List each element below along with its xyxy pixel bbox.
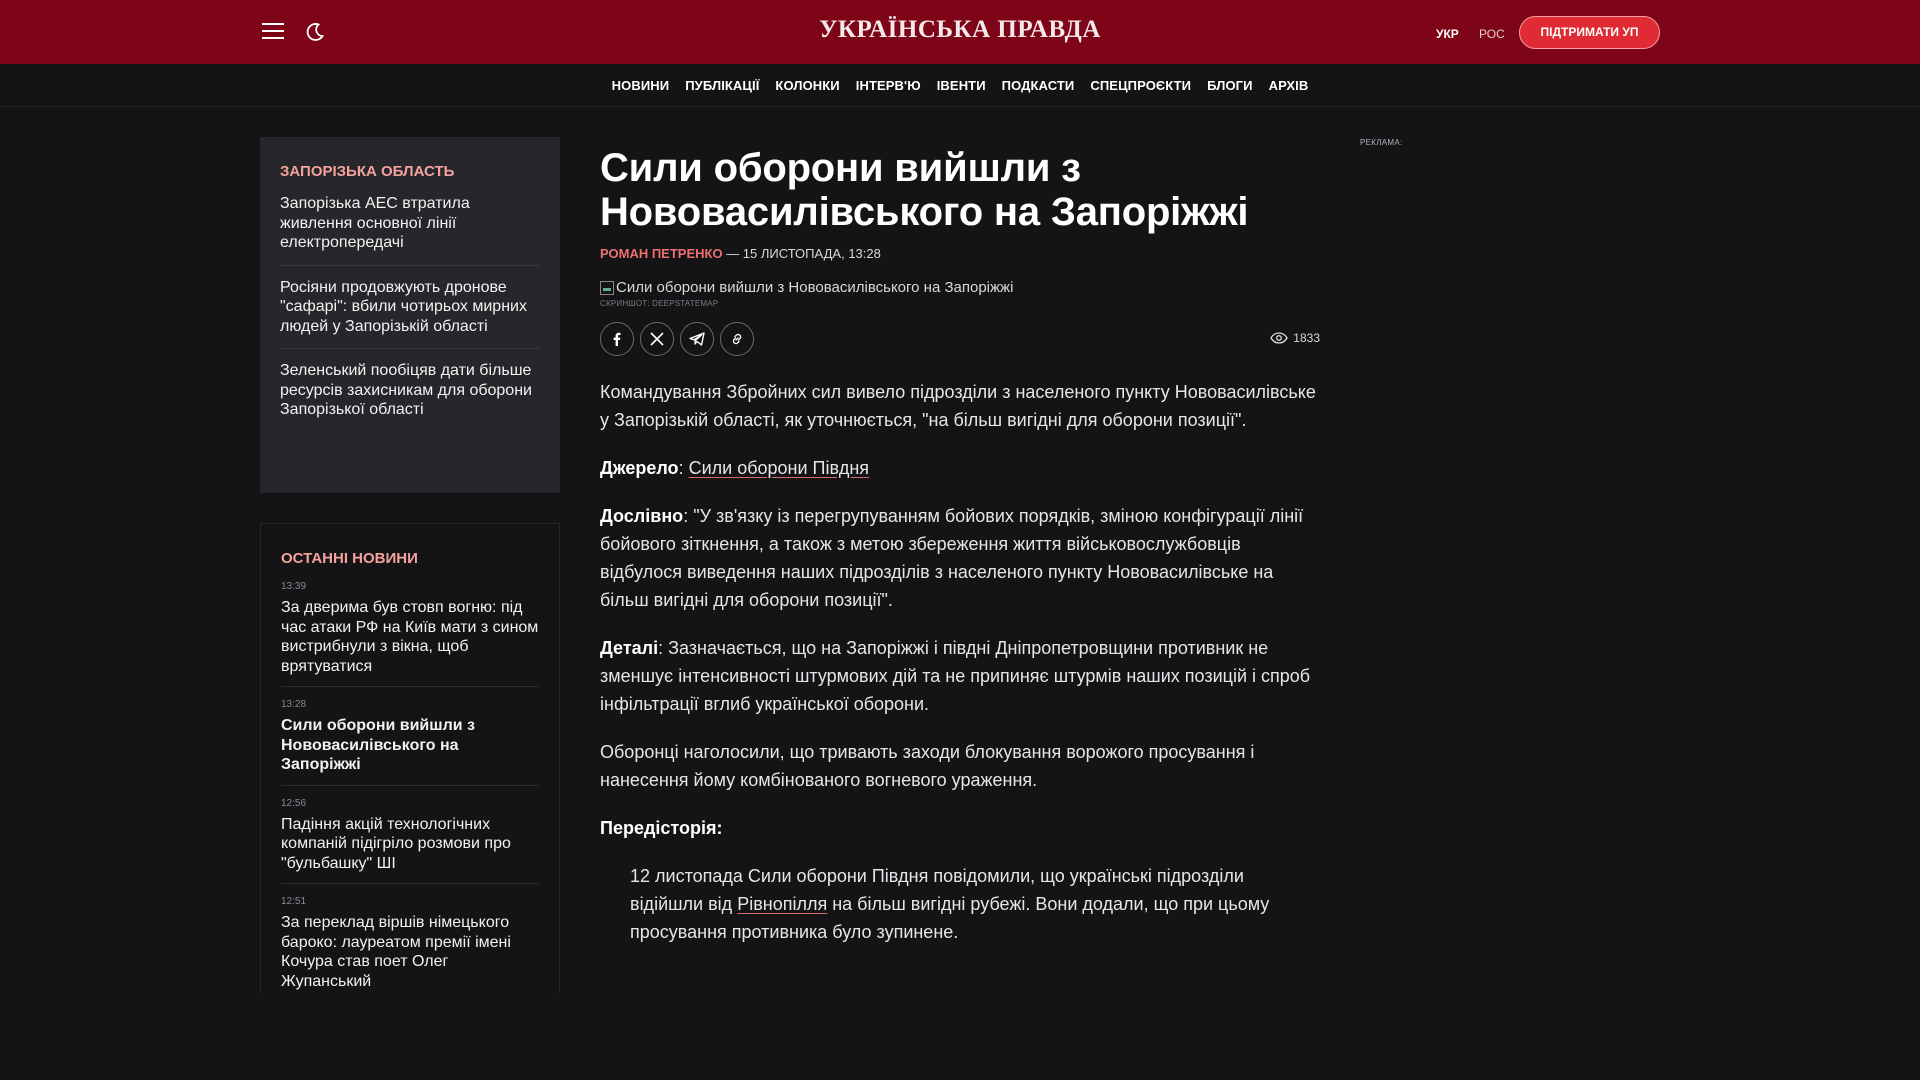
news-title[interactable]: За переклад віршів німецького бароко: лауреатом премії імені Кочура став поет Олег Жупанський [281,914,511,990]
image-caption: СКРИНШОТ: DEEPSTATEMAP [600,299,719,308]
lang-ros-link[interactable]: РОС [1479,27,1505,41]
telegram-icon [689,332,705,346]
facebook-icon [610,332,624,346]
source-link[interactable]: Сили оборони Півдня [688,458,870,478]
nav-item-podcasts[interactable]: ПОДКАСТИ [1001,78,1075,93]
nav-item-columns[interactable]: КОЛОНКИ [775,78,840,93]
telegram-share-button[interactable] [680,322,714,356]
bq-text-before: 12 листопада Сили оборони Півдня повідомили, що українські підрозділи відійшли від [630,866,1244,914]
article-date: — 15 ЛИСТОПАДА, 13:28 [726,246,881,261]
main-nav [0,64,1920,107]
author-link[interactable]: РОМАН ПЕТРЕНКО [600,246,723,261]
list-item[interactable] [281,896,539,1001]
ad-label: РЕКЛАМА: [1360,138,1403,147]
news-title[interactable]: Падіння акцій технологічних компаній підігріло розмови про "бульбашку" ШІ [281,815,511,872]
details-paragraph [600,634,1320,718]
news-title[interactable]: За дверима був стовп вогню: під час атаки РФ на Київ мати з сином вистрибнули з вікна, щоб врятуватися [281,599,539,675]
nav-item-interviews[interactable]: ІНТЕРВ'Ю [855,78,921,93]
news-time: 13:28 [281,699,307,710]
link-icon [730,332,744,346]
quote-paragraph [600,502,1320,614]
quote-text: : "У зв'язку із перегрупуванням бойових порядків, зміною конфігурації лінії бойового зіткнення, а також з метою збереження життя військовослужбовців відбулося виведення наших підрозділів з населеного пункту Нововасилівське на більш вигідні для оборони позиції". [600,506,1304,610]
view-count-value: 1833 [1293,331,1320,345]
support-button[interactable]: ПІДТРИМАТИ УП [1519,16,1660,49]
share-row [600,322,1320,356]
list-item[interactable]: Запорізька АЕС втратила живлення основної лінії електропередачі [280,194,540,266]
details-text: : Зазначається, що на Запоріжжі і півдні Дніпропетровщини противник не зменшує інтенсивності штурмових дій та не припиняє штурмів наших позицій і спроб інфільтрації вглиб української оборони. [600,638,1311,714]
background-label: Передісторія: [600,818,723,838]
list-item[interactable]: Зеленський пообіцяв дати більше ресурсів захисникам для оборони Запорізької області [280,362,532,418]
source-label: Джерело [600,458,679,478]
eye-icon [1270,332,1288,344]
bq-text-after: на більш вигідні рубежі. Вони додали, що при цьому просування противника було зупинене. [630,894,1270,942]
menu-icon[interactable] [262,23,284,41]
nav-item-publications[interactable]: ПУБЛІКАЦІЇ [685,78,760,93]
list-item[interactable] [281,581,539,687]
background-paragraph [600,814,1320,842]
view-count [1270,331,1320,345]
source-paragraph: Джерело: Сили оборони Півдня [600,458,870,478]
site-logo[interactable]: УКРАЇНСЬКА ПРАВДА [819,16,1101,43]
news-title[interactable]: Сили оборони вийшли з Нововасилівського на Запоріжжі [281,717,475,773]
nav-item-events[interactable]: ІВЕНТИ [936,78,986,93]
quote-label: Дослівно [600,506,684,526]
region-widget-title[interactable]: ЗАПОРІЗЬКА ОБЛАСТЬ [280,163,455,180]
nav-item-archive[interactable]: АРХІВ [1268,78,1309,93]
latest-news-title[interactable]: ОСТАННІ НОВИНИ [281,550,418,567]
nav-item-blogs[interactable]: БЛОГИ [1207,78,1253,93]
article-title: Сили оборони вийшли з Нововасилівського на Запоріжжі [600,146,1249,234]
details-label: Деталі [600,638,659,658]
paragraph: Оборонці наголосили, що тривають заходи блокування ворожого просування і нанесення йому комбінованого вогневого ураження. [600,742,1255,790]
news-time: 12:56 [281,797,307,809]
broken-image-icon [600,281,614,295]
paragraph: Командування Збройних сил вивело підрозділи з населеного пункту Нововасилівське у Запорізькій області, як уточнюється, "на більш вигідні для оборони позиції". [600,382,1316,430]
background-quote [630,862,1320,946]
rivnopillia-link[interactable]: Рівнопілля [737,894,828,914]
latest-news-widget [260,523,560,993]
copy-link-button[interactable] [720,322,754,356]
nav-item-news[interactable]: НОВИНИ [611,78,670,93]
lang-ukr-link[interactable]: УКР [1436,27,1459,41]
facebook-share-button[interactable] [600,322,634,356]
x-share-button[interactable] [640,322,674,356]
article-body [600,378,1320,946]
x-icon [650,332,664,346]
article-meta [600,246,1320,261]
nav-item-specprojects[interactable]: СПЕЦПРОЄКТИ [1090,78,1192,93]
news-time: 13:39 [281,581,307,592]
moon-icon[interactable] [305,22,325,42]
article [600,146,1320,946]
list-item[interactable]: Росіяни продовжують дронове "сафарі": вбили чотирьох мирних людей у Запорізькій області [280,278,540,350]
news-time: 12:51 [281,896,307,907]
top-bar [0,0,1920,64]
list-item[interactable] [281,798,539,885]
list-item[interactable] [281,699,539,786]
region-widget [260,137,560,493]
article-image [600,279,1320,296]
article-image-alt: Сили оборони вийшли з Нововасилівського на Запоріжжі [616,279,1014,296]
